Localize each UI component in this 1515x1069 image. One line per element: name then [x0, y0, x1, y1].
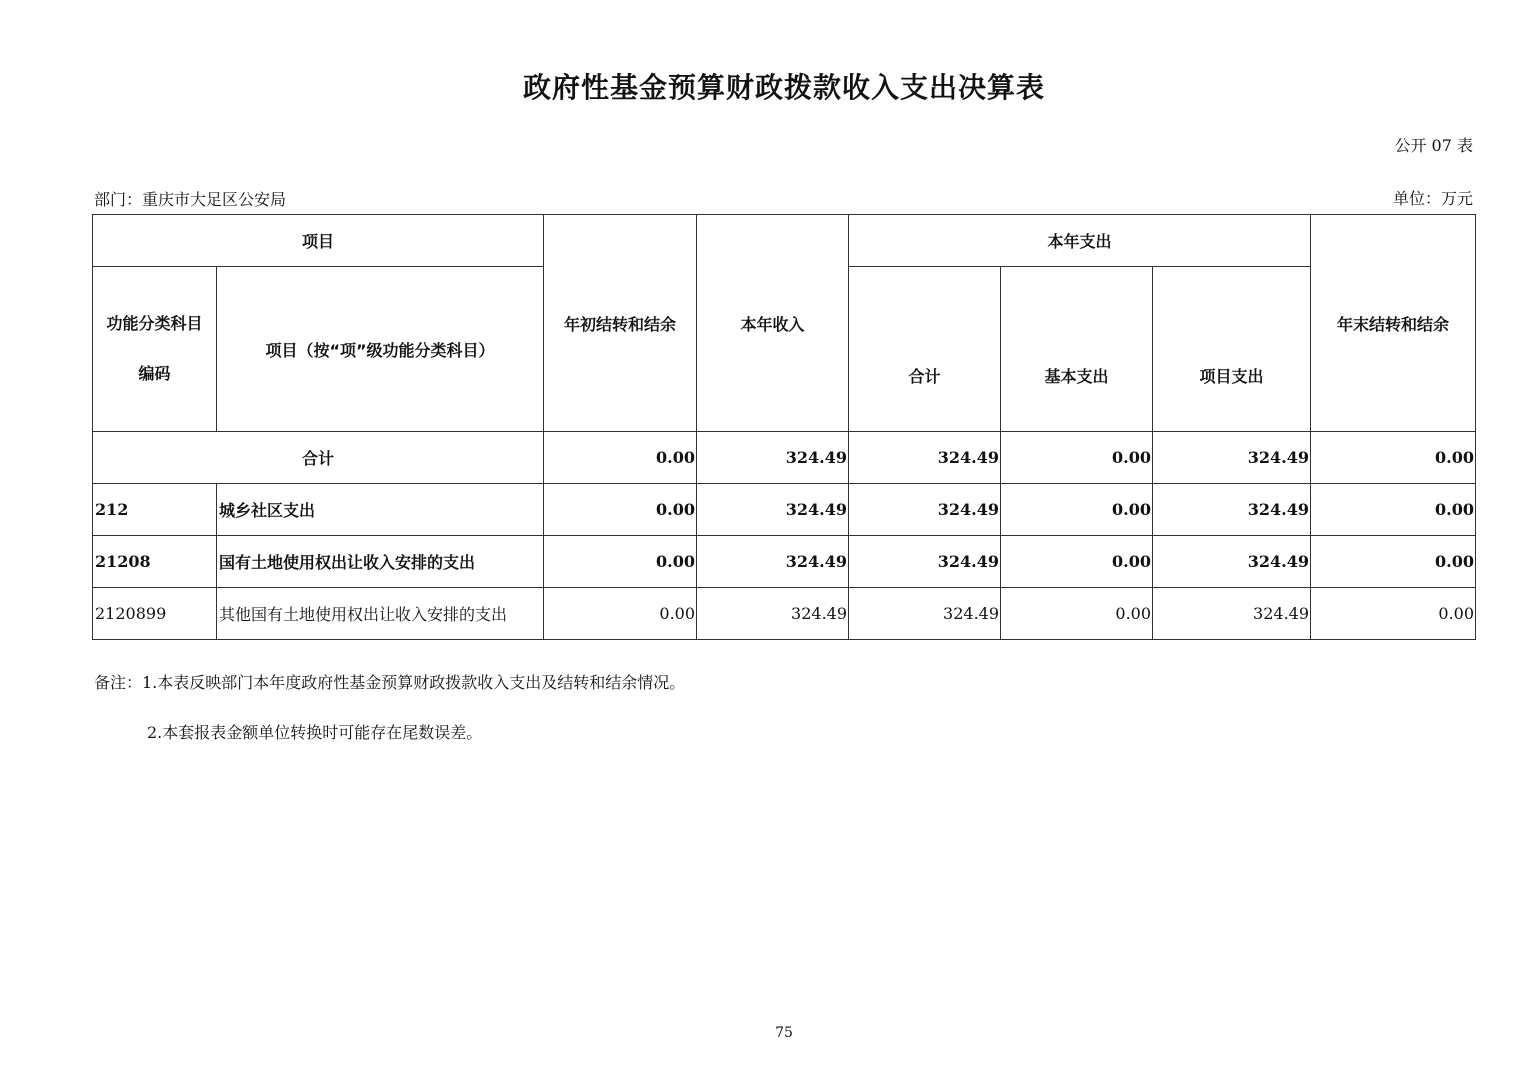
- row-code: 21208: [93, 536, 217, 588]
- row-name: 国有土地使用权出让收入安排的支出: [217, 536, 544, 588]
- budget-table: [92, 214, 1476, 640]
- header-basic: 基本支出: [1001, 267, 1153, 432]
- row-closing: 0.00: [1311, 588, 1476, 640]
- header-code: [93, 267, 217, 432]
- row-total: 324.49: [849, 536, 1001, 588]
- table-row: [93, 536, 1476, 588]
- table-row: [93, 484, 1476, 536]
- row-income: 324.49: [697, 588, 849, 640]
- row-total: 324.49: [849, 484, 1001, 536]
- row-opening: 0.00: [544, 484, 697, 536]
- form-number: 公开 07 表: [1394, 136, 1473, 155]
- header-total: 合计: [849, 267, 1001, 432]
- row-income: 324.49: [697, 536, 849, 588]
- row-opening: 0.00: [544, 536, 697, 588]
- note-1: 备注：1.本表反映部门本年度政府性基金预算财政拨款收入支出及结转和结余情况。: [94, 673, 686, 692]
- row-closing: 0.00: [1311, 484, 1476, 536]
- unit-label: 单位：万元: [1392, 189, 1473, 208]
- row-code: 2120899: [93, 588, 217, 640]
- total-basic: 0.00: [1001, 432, 1153, 484]
- header-code-line1: 功能分类科目: [106, 314, 203, 333]
- total-opening: 0.00: [544, 432, 697, 484]
- row-total: 324.49: [849, 588, 1001, 640]
- row-name: 城乡社区支出: [217, 484, 544, 536]
- header-closing-balance: 年末结转和结余: [1311, 215, 1476, 432]
- total-label: 合计: [93, 432, 544, 484]
- row-basic: 0.00: [1001, 484, 1153, 536]
- total-total: 324.49: [849, 432, 1001, 484]
- header-project-exp: 项目支出: [1153, 267, 1311, 432]
- row-opening: 0.00: [544, 588, 697, 640]
- header-expenditure: 本年支出: [849, 215, 1311, 267]
- total-income: 324.49: [697, 432, 849, 484]
- row-project: 324.49: [1153, 588, 1311, 640]
- department-label: 部门：重庆市大足区公安局: [94, 190, 287, 209]
- row-basic: 0.00: [1001, 536, 1153, 588]
- row-basic: 0.00: [1001, 588, 1153, 640]
- table-row: [93, 588, 1476, 640]
- header-income: 本年收入: [697, 215, 849, 432]
- total-closing: 0.00: [1311, 432, 1476, 484]
- row-project: 324.49: [1153, 484, 1311, 536]
- note-2: 2.本套报表金额单位转换时可能存在尾数误差。: [147, 723, 483, 742]
- header-opening-balance: 年初结转和结余: [544, 215, 697, 432]
- header-row-1: [93, 215, 1476, 267]
- header-project: 项目: [93, 215, 544, 267]
- header-item-name: 项目（按“项”级功能分类科目）: [217, 267, 544, 432]
- row-code: 212: [93, 484, 217, 536]
- total-row: [93, 432, 1476, 484]
- row-income: 324.49: [697, 484, 849, 536]
- total-project: 324.49: [1153, 432, 1311, 484]
- row-name: 其他国有土地使用权出让收入安排的支出: [217, 588, 544, 640]
- page-number: 75: [775, 1025, 793, 1041]
- page-title: 政府性基金预算财政拨款收入支出决算表: [522, 71, 1045, 104]
- row-project: 324.49: [1153, 536, 1311, 588]
- row-closing: 0.00: [1311, 536, 1476, 588]
- header-code-line2: 编码: [138, 364, 171, 383]
